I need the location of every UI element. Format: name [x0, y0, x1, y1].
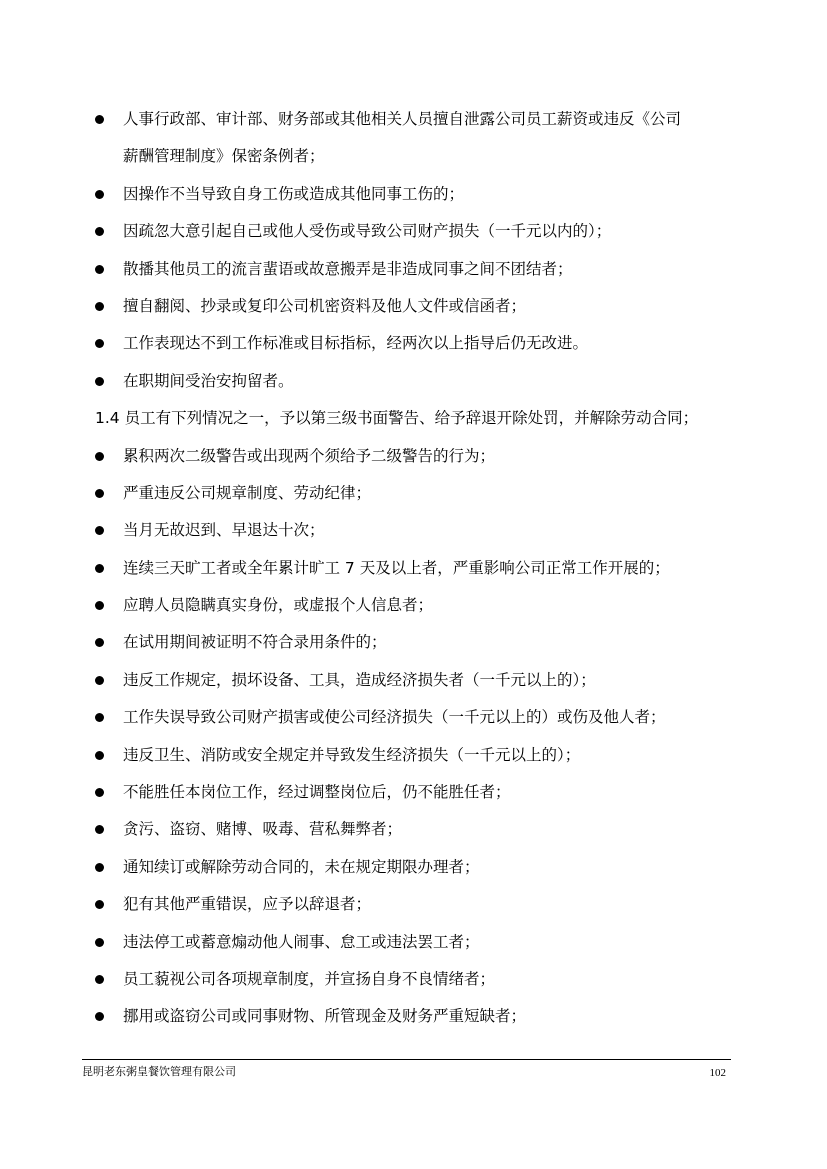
- bullet-icon: [95, 713, 104, 722]
- list-item-text: 通知续订或解除劳动合同的，未在规定期限办理者；: [123, 857, 480, 876]
- list-item-text: 犯有其他严重错误，应予以辞退者；: [123, 895, 372, 914]
- list-item: [95, 629, 735, 666]
- bullet-icon: [95, 676, 104, 685]
- bullet-icon: [95, 788, 104, 797]
- bullet-icon: [95, 339, 104, 348]
- list-item: [95, 368, 735, 405]
- list-item: [95, 929, 735, 966]
- list-item-text: 在试用期间被证明不符合录用条件的；: [123, 633, 387, 652]
- list-item: [95, 592, 735, 629]
- list-item-text: 连续三天旷工者或全年累计旷工 7 天及以上者，严重影响公司正常工作开展的；: [123, 558, 670, 577]
- list-item: [95, 704, 735, 741]
- document-body: [95, 106, 735, 1041]
- list-item-text: 违反卫生、消防或安全规定并导致发生经济损失（一千元以上的）；: [123, 745, 581, 764]
- footer-divider: [82, 1059, 731, 1060]
- list-item-text: 挪用或盗窃公司或同事财物、所管现金及财务严重短缺者；: [123, 1007, 527, 1026]
- bullet-icon: [95, 863, 104, 872]
- bullet-icon: [95, 190, 104, 199]
- list-item-text: 不能胜任本岗位工作，经过调整岗位后，仍不能胜任者；: [123, 783, 511, 802]
- bullet-icon: [95, 452, 104, 461]
- bullet-icon: [95, 265, 104, 274]
- list-item-text: 员工藐视公司各项规章制度，并宣扬自身不良情绪者；: [123, 969, 496, 988]
- section-heading: [95, 405, 735, 442]
- list-item: [95, 742, 735, 779]
- list-item: [95, 517, 735, 554]
- bullet-icon: [95, 227, 104, 236]
- list-item-text: 擅自翻阅、抄录或复印公司机密资料及他人文件或信函者；: [123, 296, 527, 315]
- bullet-icon: [95, 975, 104, 984]
- bullet-icon: [95, 377, 104, 386]
- bullet-icon: [95, 526, 104, 535]
- list-item: [95, 966, 735, 1003]
- list-item: [95, 1003, 735, 1040]
- bullet-icon: [95, 601, 104, 610]
- list-item-text: 人事行政部、审计部、财务部或其他相关人员擅自泄露公司员工薪资或违反《公司: [123, 110, 682, 128]
- list-item-text: 严重违反公司规章制度、劳动纪律；: [123, 483, 372, 502]
- list-item: [95, 891, 735, 928]
- list-item-text: 当月无故迟到、早退达十次；: [123, 521, 325, 540]
- list-item-text: 因疏忽大意引起自己或他人受伤或导致公司财产损失（一千元以内的）；: [123, 222, 612, 241]
- section-heading-text: 1.4 员工有下列情况之一，予以第三级书面警告、给予辞退开除处罚，并解除劳动合同；: [95, 409, 699, 428]
- page-number: 102: [709, 1067, 726, 1079]
- list-item: [95, 854, 735, 891]
- list-item-text: 贪污、盗窃、赌博、吸毒、营私舞弊者；: [123, 820, 403, 839]
- list-item-text: 违法停工或蓄意煽动他人闹事、怠工或违法罢工者；: [123, 932, 480, 951]
- list-item-text: 薪酬管理制度》保密条例者；: [123, 147, 325, 166]
- list-item: [95, 816, 735, 853]
- list-item-text: 在职期间受治安拘留者。: [123, 371, 294, 390]
- bullet-icon: [95, 751, 104, 760]
- bullet-icon: [95, 638, 104, 647]
- list-item: [95, 555, 735, 592]
- list-item-text: 工作失误导致公司财产损害或使公司经济损失（一千元以上的）或伤及他人者；: [123, 708, 666, 727]
- list-item-text: 因操作不当导致自身工伤或造成其他同事工伤的；: [123, 184, 465, 203]
- list-item: [95, 106, 735, 143]
- bullet-icon: [95, 900, 104, 909]
- list-item: [95, 779, 735, 816]
- list-item-text: 违反工作规定，损坏设备、工具，造成经济损失者（一千元以上的）；: [123, 670, 596, 689]
- list-item: [95, 181, 735, 218]
- list-item-text: 散播其他员工的流言蜚语或故意搬弄是非造成同事之间不团结者；: [123, 259, 573, 278]
- bullet-icon: [95, 115, 104, 124]
- list-item: [95, 218, 735, 255]
- bullet-icon: [95, 564, 104, 573]
- bullet-icon: [95, 1012, 104, 1021]
- bullet-icon: [95, 825, 104, 834]
- list-item: [95, 256, 735, 293]
- list-item: [95, 480, 735, 517]
- list-item-text: 应聘人员隐瞒真实身份，或虚报个人信息者；: [123, 596, 434, 615]
- footer-company-name: 昆明老东粥皇餐饮管理有限公司: [82, 1065, 236, 1078]
- list-item-text: 工作表现达不到工作标准或目标指标，经两次以上指导后仍无改进。: [123, 334, 589, 353]
- list-item-text: 累积两次二级警告或出现两个须给予二级警告的行为；: [123, 446, 496, 465]
- list-item: [95, 293, 735, 330]
- list-item: [95, 667, 735, 704]
- bullet-icon: [95, 938, 104, 947]
- bullet-icon: [95, 302, 104, 311]
- bullet-icon: [95, 489, 104, 498]
- list-item-continuation: [95, 143, 735, 180]
- list-item: [95, 330, 735, 367]
- list-item: [95, 443, 735, 480]
